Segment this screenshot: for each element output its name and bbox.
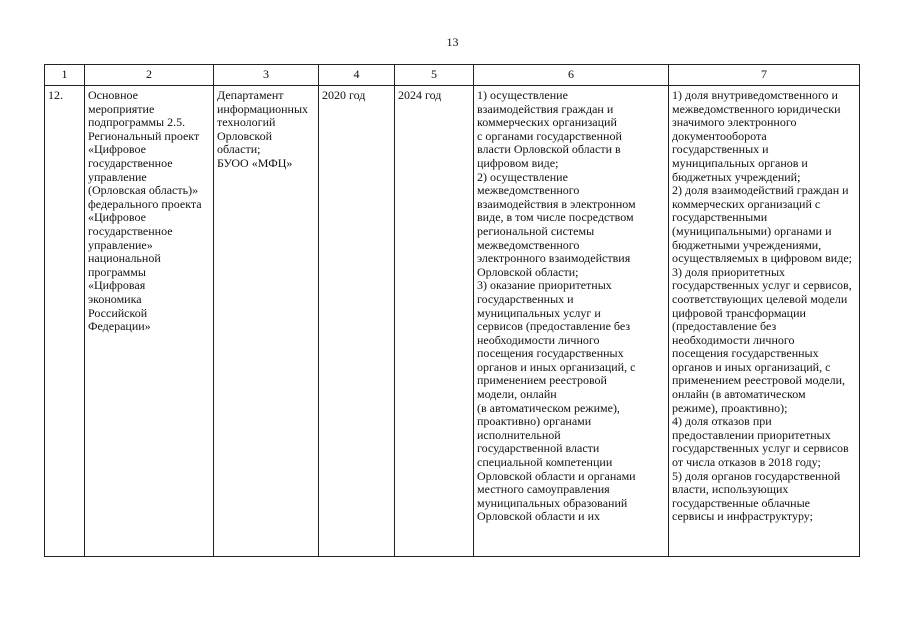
table-body bbox=[45, 86, 860, 557]
end-year-cell bbox=[395, 86, 474, 557]
column-header-5: 5 bbox=[395, 65, 474, 86]
start-year-cell bbox=[319, 86, 395, 557]
page-number: 13 bbox=[446, 35, 459, 49]
executor-cell bbox=[214, 86, 319, 557]
indicators-cell bbox=[669, 86, 860, 557]
program-table bbox=[44, 64, 860, 557]
header-row bbox=[45, 65, 860, 86]
start-year: 2020 год bbox=[322, 88, 366, 102]
column-header-2: 2 bbox=[85, 65, 214, 86]
expected-results: 1) осуществление взаимодействия граждан и коммерческих организаций с органами государственной власти Орловской области в цифровом виде; 2) осуществление межведомственного взаимодействия в электронном виде, в том числе посредством региональной системы межведомственного электронного взаимодействия Орловской области; 3) оказание приоритетных государственных и муниципальных услуг и сервисов (предоставление без необходимости личного посещения государственных органов и иных организаций, с применением реестровой модели, онлайн (в автоматическом режиме), проактивно) органами исполнительной государственной власти специальной компетенции Орловской области и органами местного самоуправления муниципальных образований Орловской области и их bbox=[477, 88, 636, 524]
column-header-3: 3 bbox=[214, 65, 319, 86]
row-number: 12. bbox=[48, 88, 63, 102]
event-cell bbox=[85, 86, 214, 557]
table-header bbox=[45, 65, 860, 86]
results-cell bbox=[474, 86, 669, 557]
row-number-cell bbox=[45, 86, 85, 557]
table-row bbox=[45, 86, 860, 557]
end-year: 2024 год bbox=[398, 88, 442, 102]
indicators: 1) доля внутриведомственного и межведомственного юридически значимого электронного документооборота государственных и муниципальных органов и бюджетных учреждений; 2) доля взаимодействий граждан и коммерческих организаций с государственными (муниципальными) органами и бюджетными учреждениями, осуществляемых в цифровом виде; 3) доля приоритетных государственных услуг и сервисов, соответствующих целевой модели цифровой трансформации (предоставление без необходимости личного посещения государственных органов и иных организаций, с применением реестровой модели, онлайн (в автоматическом режиме), проактивно); 4) доля отказов при предоставлении приоритетных государственных услуг и сервисов от числа отказов в 2018 году; 5) доля органов государственной власти, использующих государственные облачные сервисы и инфраструктуру; bbox=[672, 88, 852, 524]
executor-name: Департамент информационных технологий Орловской области; БУОО «МФЦ» bbox=[217, 88, 309, 170]
column-header-7: 7 bbox=[669, 65, 860, 86]
column-header-4: 4 bbox=[319, 65, 395, 86]
column-header-6: 6 bbox=[474, 65, 669, 86]
event-name: Основное мероприятие подпрограммы 2.5. Региональный проект «Цифровое государственное управление (Орловская область)» федерального проекта «Цифровое государственное управление» национальной программы «Цифровая экономика Российской Федерации» bbox=[88, 88, 202, 334]
column-header-1: 1 bbox=[45, 65, 85, 86]
